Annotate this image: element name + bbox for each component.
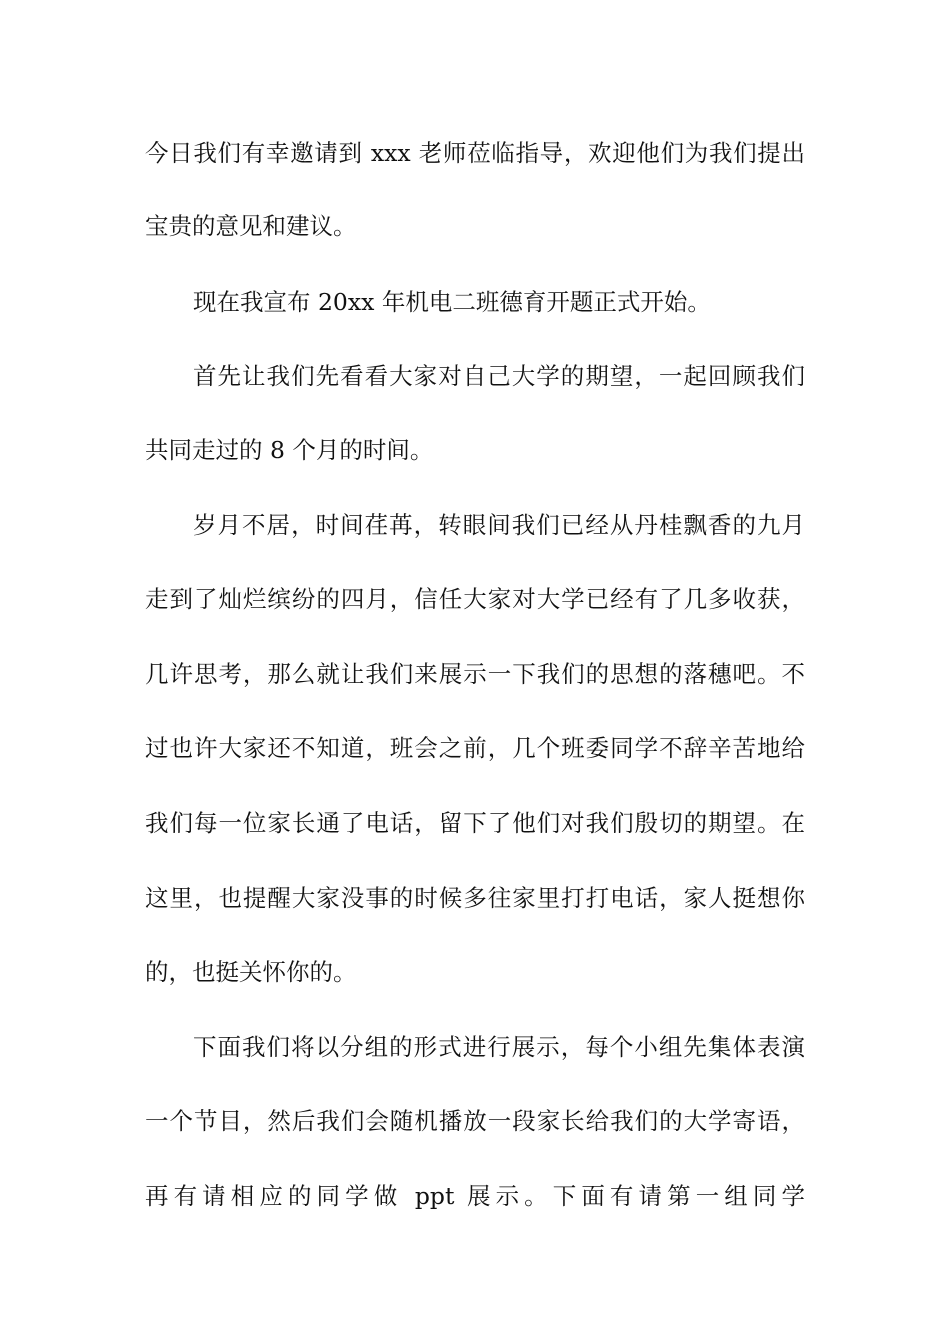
text-line-12: 的，也挺关怀你的。	[145, 958, 357, 986]
text-line-10: 我们每一位家长通了电话，留下了他们对我们殷切的期望。在	[145, 809, 805, 837]
text-line-1: 今日我们有幸邀请到 xxx 老师莅临指导，欢迎他们为我们提出	[145, 139, 805, 167]
text-line-5: 共同走过的 8 个月的时间。	[145, 436, 434, 464]
text-line-7: 走到了灿烂缤纷的四月，信任大家对大学已经有了几多收获，	[145, 585, 805, 613]
text-line-4: 首先让我们先看看大家对自己大学的期望，一起回顾我们	[193, 362, 805, 390]
text-line-15: 再有请相应的同学做 ppt 展示。下面有请第一组同学	[145, 1182, 805, 1210]
text-line-2: 宝贵的意见和建议。	[145, 212, 357, 240]
text-line-11: 这里，也提醒大家没事的时候多往家里打打电话，家人挺想你	[145, 884, 805, 912]
text-line-6: 岁月不居，时间荏苒，转眼间我们已经从丹桂飘香的九月	[193, 511, 805, 539]
text-line-8: 几许思考，那么就让我们来展示一下我们的思想的落穗吧。不	[145, 660, 805, 688]
text-line-13: 下面我们将以分组的形式进行展示，每个小组先集体表演	[193, 1033, 805, 1061]
text-line-9: 过也许大家还不知道，班会之前，几个班委同学不辞辛苦地给	[145, 734, 805, 762]
text-line-14: 一个节目，然后我们会随机播放一段家长给我们的大学寄语，	[145, 1107, 805, 1135]
text-line-3: 现在我宣布 20xx 年机电二班德育开题正式开始。	[193, 288, 711, 316]
